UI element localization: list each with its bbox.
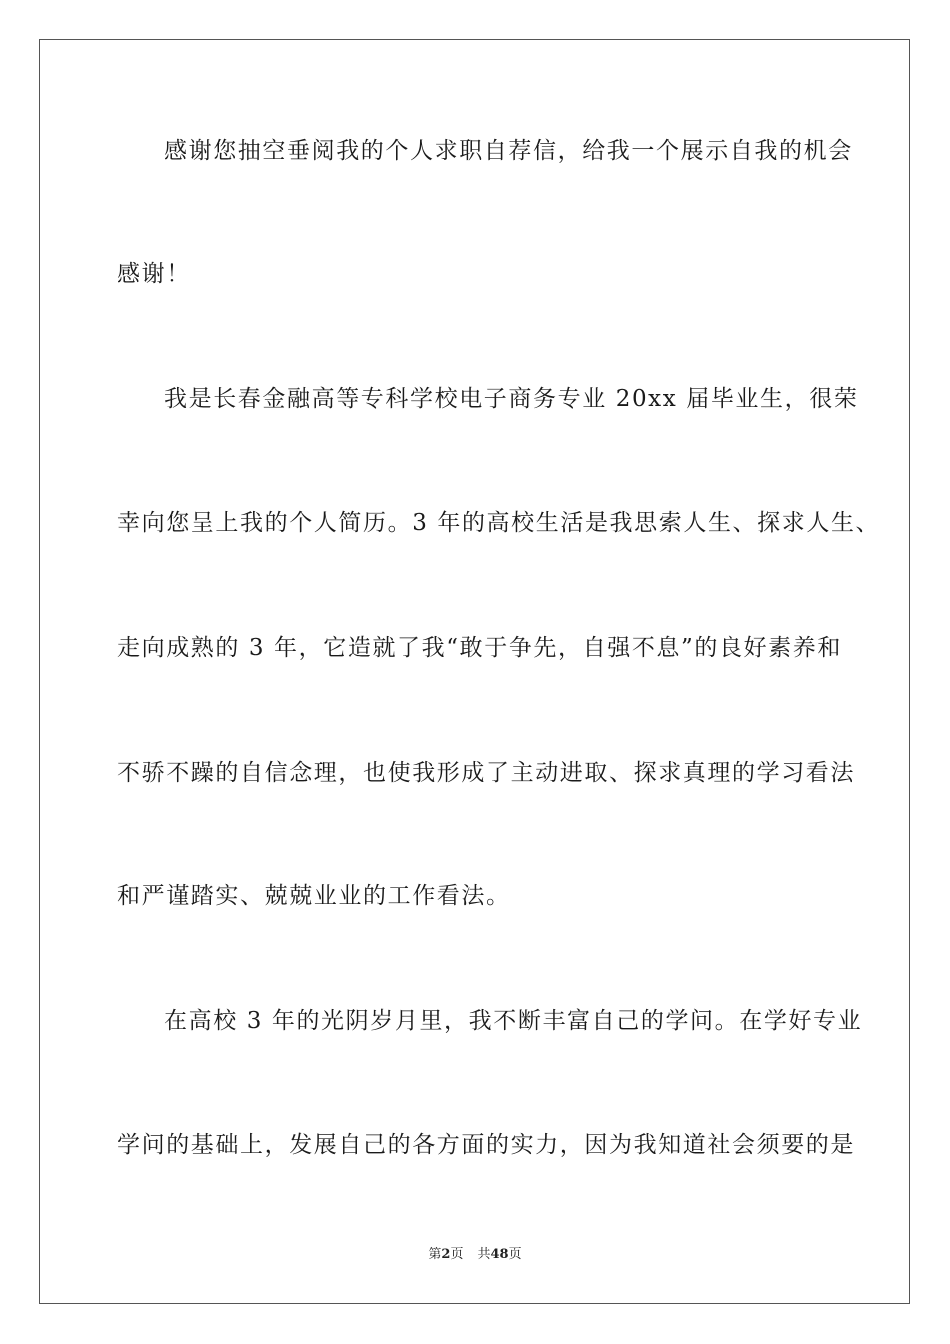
paragraph-line: 走向成熟的 3 年，它造就了我“敢于争先，自强不息”的良好素养和 — [117, 635, 842, 661]
paragraph-line: 学问的基础上，发展自己的各方面的实力，因为我知道社会须要的是 — [117, 1132, 855, 1158]
page-number: 2 — [441, 1247, 451, 1262]
total-suffix: 页 — [508, 1247, 522, 1262]
paragraph-line: 幸向您呈上我的个人简历。3 年的高校生活是我思索人生、探求人生、 — [117, 510, 881, 536]
paragraph-line: 和严谨踏实、兢兢业业的工作看法。 — [117, 883, 511, 909]
paragraph-line: 感谢！ — [117, 261, 191, 287]
page-suffix: 页 — [450, 1247, 464, 1262]
page-footer — [0, 1247, 950, 1263]
paragraph-line: 在高校 3 年的光阴岁月里，我不断丰富自己的学问。在学好专业 — [164, 1008, 863, 1034]
paragraph-line: 不骄不躁的自信念理，也使我形成了主动进取、探求真理的学习看法 — [117, 760, 855, 786]
total-pages: 48 — [490, 1247, 509, 1262]
page-border — [39, 39, 910, 1304]
paragraph-line: 我是长春金融高等专科学校电子商务专业 20xx 届毕业生，很荣 — [164, 386, 859, 412]
paragraph-line: 感谢您抽空垂阅我的个人求职自荐信，给我一个展示自我的机会 — [164, 138, 853, 164]
page-prefix: 第 — [428, 1247, 442, 1262]
total-prefix: 共 — [477, 1247, 491, 1262]
